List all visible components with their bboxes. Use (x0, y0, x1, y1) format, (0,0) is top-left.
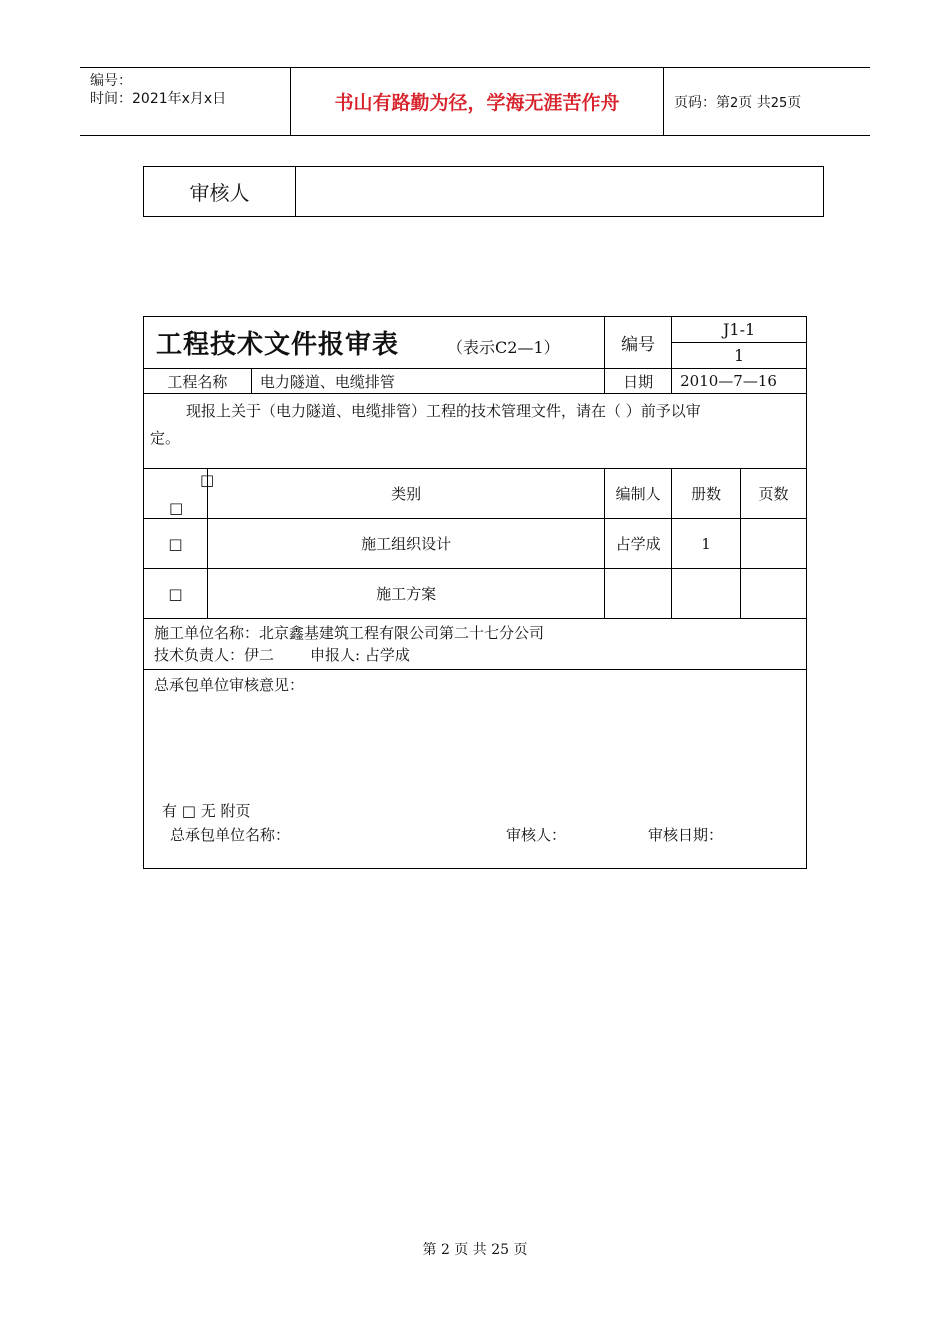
table-row (144, 519, 807, 569)
contractor-people (154, 644, 796, 666)
form-subtitle: （表示C2—1） (447, 338, 560, 357)
contractor-name: 施工单位名称：北京鑫基建筑工程有限公司第二十七分公司 (154, 624, 545, 642)
gc-name-label: 总承包单位名称： (170, 826, 291, 844)
tech-file-review-form (143, 316, 807, 869)
reviewer-box (143, 166, 824, 217)
header-checkbox-top: □ (200, 471, 215, 489)
header-page-num: 2 (730, 95, 739, 111)
project-name: 电力隧道、电缆排管 (251, 369, 604, 394)
form-title-cell (144, 317, 605, 369)
gc-reviewer-label: 审核人： (506, 826, 567, 844)
col-volumes: 册数 (672, 469, 741, 519)
header-page-info (664, 68, 871, 136)
date-value: 2010—7—16 (672, 369, 807, 394)
header-checkbox-cell (144, 469, 215, 519)
row-checkbox[interactable]: □ (144, 519, 208, 569)
header-number-label: 编号： (90, 73, 132, 89)
request-line-1: 现报上关于（电力隧道、电缆排管）工程的技术管理文件，请在（ ）前予以审 (186, 402, 701, 420)
row-volumes: 1 (672, 519, 741, 569)
request-text (144, 394, 807, 469)
project-name-label: 工程名称 (144, 369, 252, 394)
reviewer-label: 审核人 (144, 167, 296, 217)
header-page-total: 25 (770, 95, 788, 111)
page-footer: 第 2 页 共 25 页 (422, 1242, 528, 1258)
form-number-label: 编号 (605, 317, 672, 369)
row-pages (741, 519, 807, 569)
row-checkbox[interactable]: □ (144, 569, 208, 619)
row-volumes (672, 569, 741, 619)
header-checkbox-bottom: □ (169, 499, 184, 517)
request-line-2: 定。 (150, 429, 181, 447)
row-author (605, 569, 672, 619)
table-row (144, 569, 807, 619)
header-page-mid: 页 共 (738, 94, 771, 111)
row-category: 施工方案 (207, 569, 604, 619)
page-header (80, 67, 870, 136)
header-page-suffix: 页 (787, 94, 802, 111)
header-time: 时间：2021年x月x日 (90, 91, 227, 107)
header-motto: 书山有路勤为径，学海无涯苦作舟 (291, 68, 664, 136)
tech-lead: 技术负责人：伊二 (154, 646, 275, 664)
form-title: 工程技术文件报审表 (156, 330, 400, 360)
reviewer-value (296, 167, 824, 217)
gc-review-date-label: 审核日期： (648, 826, 724, 844)
attachment-line: 有 □ 无 附页 (162, 802, 251, 820)
gc-opinion-box (144, 670, 807, 869)
row-category: 施工组织设计 (207, 519, 604, 569)
col-pages: 页数 (741, 469, 807, 519)
header-page-prefix: 页码：第 (674, 94, 730, 111)
form-number-value-1: J1-1 (672, 317, 807, 343)
reporter: 申报人: 占学成 (310, 646, 410, 664)
date-label: 日期 (605, 369, 672, 394)
row-pages (741, 569, 807, 619)
row-author: 占学成 (605, 519, 672, 569)
col-category: 类别 (207, 469, 604, 519)
header-meta (80, 68, 291, 136)
form-number-value-2: 1 (672, 343, 807, 369)
gc-opinion-label: 总承包单位审核意见： (154, 676, 305, 694)
col-author: 编制人 (605, 469, 672, 519)
contractor-info (144, 619, 807, 670)
